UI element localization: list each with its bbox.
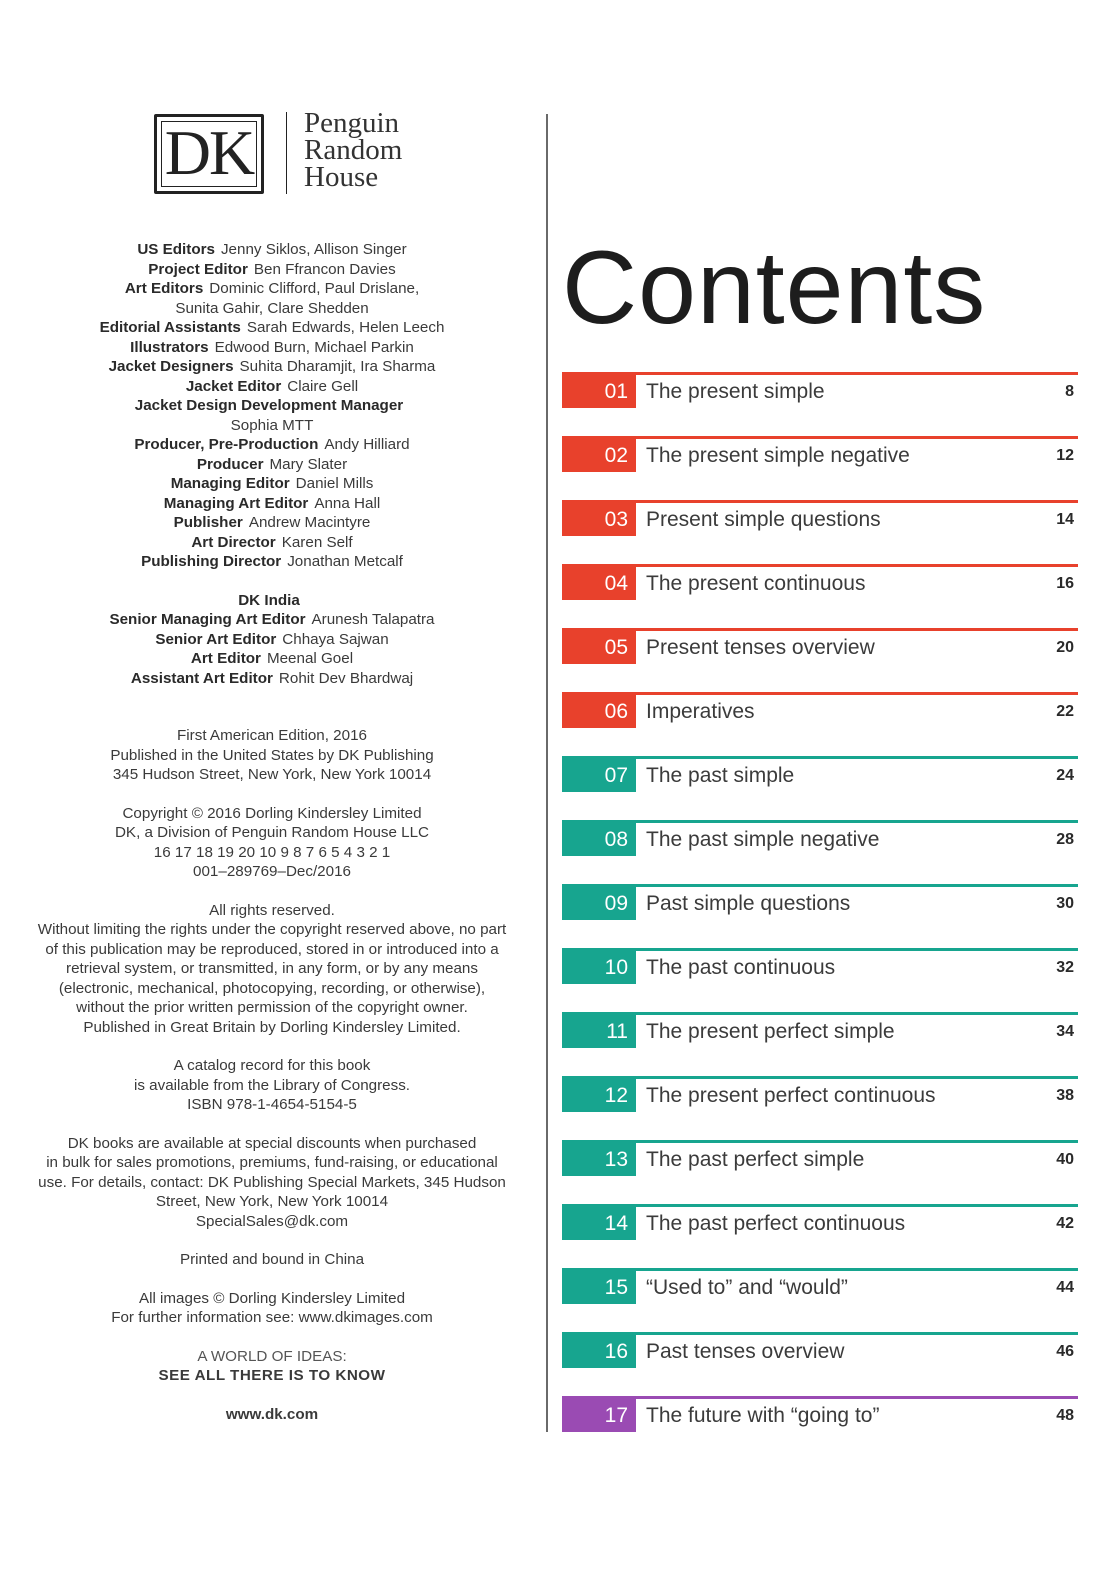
credit-names: Meenal Goel [266,650,354,667]
credit-names: Rohit Dev Bhardwaj [278,669,414,687]
toc-entry[interactable] [562,1396,1078,1432]
text-line: Published in the United States by DK Publishing [110,746,434,764]
credit-names: Dominic Clifford, Paul Drislane, [209,280,420,297]
edition-info [14,726,530,785]
toc-entry[interactable] [562,1012,1078,1048]
credit-line [14,318,530,338]
text-line: All images © Dorling Kindersley Limited [138,1289,406,1307]
toc-chapter-number: 02 [562,436,636,472]
toc-page-number: 12 [1056,447,1074,464]
image-credits [14,1289,530,1328]
toc-page-number: 32 [1056,959,1074,976]
credits [14,240,530,1424]
credit-names: Edwood Burn, Michael Parkin [214,338,414,356]
text-line: use. For details, contact: DK Publishing Special Markets, 345 Hudson [38,1173,506,1191]
credit-role: Publishing Director [141,553,282,570]
text-line: Without limiting the rights under the copyright reserved above, no part [37,921,507,938]
credit-names: Sarah Edwards, Helen Leech [246,319,445,336]
credit-role: Managing Editor [170,475,290,492]
text-line: All rights reserved. [209,901,335,919]
toc-chapter-number: 08 [562,820,636,856]
toc-rule [562,692,1078,695]
credit-names: Chhaya Sajwan [282,630,389,648]
toc-entry[interactable] [562,884,1078,920]
credit-names: Sophia MTT [230,416,314,434]
text-line: without the prior written permission of the copyright owner. [76,999,468,1016]
credits-india-team [14,591,530,689]
credits-uk-team [14,240,530,572]
toc-chapter-number: 11 [562,1012,636,1048]
toc-entry[interactable] [562,1332,1078,1368]
toc-chapter-number: 03 [562,500,636,536]
toc-chapter-number: 05 [562,628,636,664]
credit-line [14,533,530,553]
credit-names: Sunita Gahir, Clare Shedden [175,299,369,317]
toc-chapter-number: 13 [562,1140,636,1176]
toc-chapter-number: 12 [562,1076,636,1112]
text-line: Copyright © 2016 Dorling Kindersley Limited [122,804,422,822]
toc-chapter-title: The present simple [646,380,825,403]
toc-page-number: 46 [1056,1343,1074,1360]
toc-page-number: 34 [1056,1023,1074,1040]
toc-chapter-title: The future with “going to” [646,1404,880,1427]
toc-chapter-number: 14 [562,1204,636,1240]
credit-line [14,416,530,436]
toc-chapter-title: The past continuous [646,956,836,979]
text-line: DK books are available at special discounts when purchased [67,1134,477,1152]
toc-rule [562,756,1078,759]
toc-chapter-number: 10 [562,948,636,984]
imprint-page [14,0,530,1569]
text-line: First American Edition, 2016 [177,727,367,744]
credit-line [14,338,530,358]
credit-line [14,279,530,299]
credit-line [14,396,530,416]
toc-entry[interactable] [562,500,1078,536]
credit-line [14,513,530,533]
toc-page-number: 20 [1056,639,1074,656]
credit-role: Jacket Design Development Manager [134,397,404,414]
toc-chapter-title: Past simple questions [646,892,851,915]
toc-page-number: 28 [1056,831,1074,848]
text-line: Published in Great Britain by Dorling Kindersley Limited. [83,1018,461,1036]
toc-chapter-number: 17 [562,1396,636,1432]
penguin-random-house-wordmark: Penguin Random House [304,107,403,193]
credit-role: Senior Managing Art Editor [109,611,306,628]
credit-role: Editorial Assistants [99,319,241,336]
credit-role: Jacket Editor [185,377,282,395]
credit-role: Illustrators [130,338,209,356]
dk-logo-icon: DK [154,114,264,194]
page-gutter-divider [546,114,548,1432]
credit-names: Jonathan Metcalf [287,553,403,570]
text-line: (electronic, mechanical, photocopying, recording, or otherwise), [58,979,486,997]
credit-names: Arunesh Talapatra [311,611,435,628]
text-line: is available from the Library of Congress. [133,1076,411,1094]
credit-role: Project Editor [148,260,248,278]
toc-chapter-title: Imperatives [646,700,755,723]
credit-role: Art Director [191,533,276,551]
toc-chapter-number: 16 [562,1332,636,1368]
credit-line [14,649,530,669]
toc-page-number: 30 [1056,895,1074,912]
text-line: ISBN 978-1-4654-5154-5 [187,1096,357,1113]
text-line: 345 Hudson Street, New York, New York 10014 [112,766,432,783]
contents-heading: Contents [562,230,987,346]
toc-chapter-title: The past perfect simple [646,1148,865,1171]
publisher-logo [140,108,440,198]
logo-divider [286,112,287,194]
toc-chapter-number: 06 [562,692,636,728]
toc-entry[interactable] [562,820,1078,856]
text-line: 16 17 18 19 20 10 9 8 7 6 5 4 3 2 1 [153,843,391,861]
credit-role: Publisher [173,514,243,531]
credit-line [14,669,530,689]
text-line: in bulk for sales promotions, premiums, fund-raising, or educational [46,1154,498,1171]
credit-names: Claire Gell [287,377,359,395]
credit-role: Art Editor [190,650,261,667]
toc-chapter-title: Past tenses overview [646,1340,845,1363]
credit-line [14,260,530,280]
toc-page-number: 16 [1056,575,1074,592]
toc-chapter-title: The present simple negative [646,444,910,467]
rights-notice [14,901,530,1038]
credit-names: Karen Self [281,533,353,551]
credit-role: Producer [196,455,264,473]
table-of-contents [562,372,1078,1460]
text-line: of this publication may be reproduced, stored in or introduced into a [45,940,499,958]
copyright-info [14,804,530,882]
toc-entry[interactable] [562,1204,1078,1240]
toc-chapter-number: 15 [562,1268,636,1304]
toc-entry[interactable] [562,756,1078,792]
toc-entry[interactable] [562,692,1078,728]
toc-chapter-title: Present tenses overview [646,636,875,659]
toc-entry[interactable] [562,436,1078,472]
credit-line [14,494,530,514]
text-line: retrieval system, or transmitted, in any form, or by any means [66,960,478,977]
credit-names: Ben Ffrancon Davies [253,260,396,278]
toc-page-number: 42 [1056,1215,1074,1232]
toc-page-number: 44 [1056,1279,1074,1296]
toc-entry[interactable] [562,564,1078,600]
catalog-record [14,1056,530,1115]
credit-names: Andy Hilliard [324,436,410,453]
website-link[interactable]: www.dk.com [225,1405,319,1423]
text-line: SpecialSales@dk.com [195,1212,349,1230]
special-sales-notice [14,1134,530,1232]
toc-page-number: 14 [1056,511,1074,528]
toc-page-number: 24 [1056,767,1074,784]
text-line: For further information see: www.dkimages.com [111,1309,433,1326]
credit-line [14,240,530,260]
toc-entry[interactable] [562,1268,1078,1304]
credit-line [14,377,530,397]
toc-chapter-title: The past simple [646,764,795,787]
toc-chapter-title: The present perfect simple [646,1020,895,1043]
toc-entry[interactable] [562,1076,1078,1112]
toc-entry[interactable] [562,948,1078,984]
toc-page-number: 48 [1056,1407,1074,1424]
credit-line [14,591,530,611]
slogan-line1: A WORLD OF IDEAS: [197,1347,347,1365]
text-line: DK, a Division of Penguin Random House LLC [114,824,430,841]
toc-page-number: 8 [1065,383,1074,400]
printed-in: Printed and bound in China [179,1251,365,1268]
toc-chapter-title: The past simple negative [646,828,880,851]
credit-role: US Editors [137,241,215,258]
credit-line [14,610,530,630]
toc-chapter-title: Present simple questions [646,508,881,531]
toc-chapter-number: 09 [562,884,636,920]
credit-line [14,435,530,455]
credit-role: Producer, Pre-Production [134,436,319,453]
credit-names: Daniel Mills [295,475,374,492]
credit-names: Mary Slater [269,455,348,473]
toc-chapter-title: The past perfect continuous [646,1212,906,1235]
credit-line [14,630,530,650]
toc-page-number: 22 [1056,703,1074,720]
text-line: Street, New York, New York 10014 [155,1193,389,1210]
credit-line [14,474,530,494]
toc-chapter-title: “Used to” and “would” [646,1276,848,1299]
credit-line [14,357,530,377]
credit-line [14,299,530,319]
credit-role: Assistant Art Editor [130,669,273,687]
text-line: A catalog record for this book [173,1057,371,1074]
toc-entry[interactable] [562,372,1078,408]
credit-line [14,455,530,475]
credit-names: Suhita Dharamjit, Ira Sharma [239,358,436,375]
credit-names: Anna Hall [314,494,381,512]
text-line: 001–289769–Dec/2016 [193,863,351,880]
toc-page-number: 38 [1056,1087,1074,1104]
toc-chapter-title: The present perfect continuous [646,1084,936,1107]
toc-entry[interactable] [562,1140,1078,1176]
credit-role: Managing Art Editor [163,494,309,512]
credit-role: Art Editors [124,280,204,297]
toc-page-number: 40 [1056,1151,1074,1168]
credit-names: Andrew Macintyre [248,514,371,531]
credit-role: Senior Art Editor [155,630,277,648]
credit-names: Jenny Siklos, Allison Singer [220,241,407,258]
toc-chapter-number: 04 [562,564,636,600]
toc-chapter-number: 01 [562,372,636,408]
credit-role: Jacket Designers [108,358,234,375]
credit-role: DK India [238,591,300,609]
toc-entry[interactable] [562,628,1078,664]
toc-chapter-title: The present continuous [646,572,866,595]
slogan-line2: SEE ALL THERE IS TO KNOW [158,1367,386,1384]
toc-chapter-number: 07 [562,756,636,792]
credit-line [14,552,530,572]
